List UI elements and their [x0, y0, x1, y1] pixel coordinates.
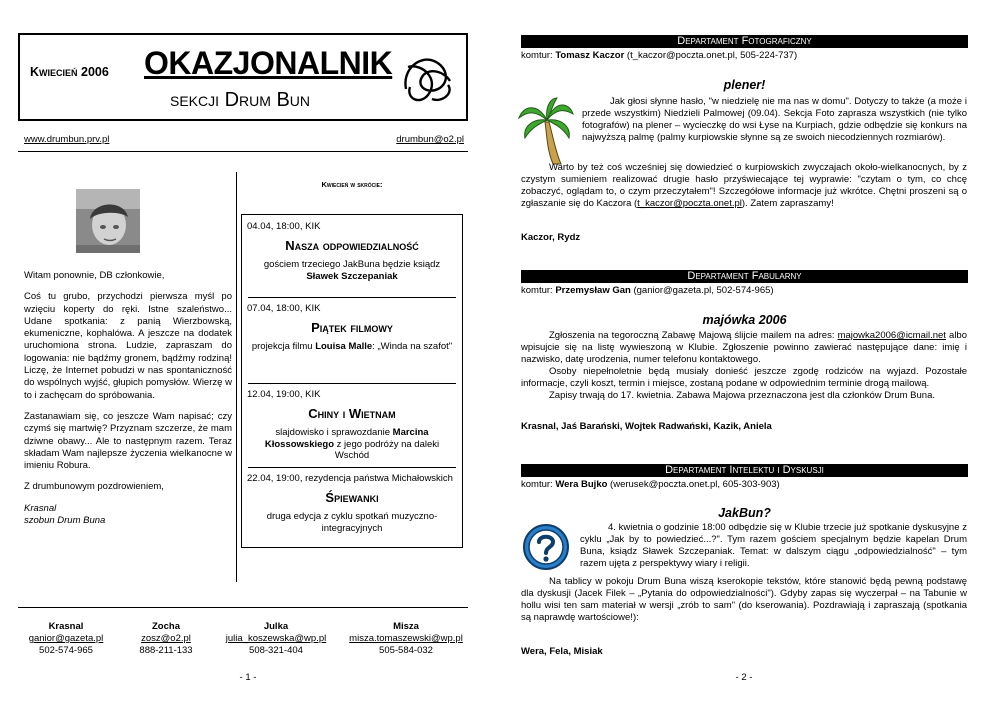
editorial-paragraph: Coś tu grubo, przychodzi pierwsza myśl po wzięciu koperty do ręki. Istne szaleństwo... Udane spotkania: z panią Wierzbowską, ekumeniczne, kophalówa. A jeszcze na dodatek uruchomiona strona. Ludzie, zapraszam do logowania: nie bądźmy gronem, bądźmy rodziną! Liczę, że Internet pobudzi w nas spontaniczność do wspólnych wyjść, głupich pomysłów. Wierzę w to i zachęcam do spróbowania.	[24, 291, 232, 401]
article-body	[521, 576, 967, 624]
contact-card	[211, 621, 341, 657]
article-paragraph: Warto by też coś wcześniej się dowiedzieć o kurpiowskich zwyczajach około-wielkanocnych, by z czystym sumieniem realizować drugie hasło przyświecające tej wyprawie: "czytam o tym, co chcę zobaczyć, oglądam to, o czym przeczytałem"! Szczegółowe informacje już wkrótce. Chętni proszeni są o zgłaszanie się do Kaczora (t_kaczor@poczta.onet.pl). Zatem zapraszamy!	[521, 162, 967, 209]
editorial-greeting: Witam ponownie, DB członkowie,	[24, 270, 165, 281]
komtur-line: komtur: Wera Bujko (werusek@poczta.onet.pl, 605-303-903)	[521, 479, 780, 490]
contact-email-link[interactable]: ganior@gazeta.pl	[28, 633, 104, 644]
article-paragraph: Jak głosi słynne hasło, "w niedzielę nie ma nas w domu". Dotyczy to także (a może i przede wszystkim) Niedzieli Palmowej (09.04). Sekcja Foto zaprasza wszystkich (nie tylko fotografów) na plener – wycieczkę do wsi Łyse na Kurpiach, gdzie odbędzie się konkurs na najwyższą palmę (palmy kurpiowskie słynne są ze swoich niecodziennych rozmiarów).	[582, 96, 967, 143]
page-number: - 2 -	[735, 672, 753, 683]
contact-phone: 505-584-032	[379, 645, 433, 656]
contact-phone: 508-321-404	[249, 645, 303, 656]
article-signature: Krasnal, Jaś Barański, Wojtek Radwański, Kazik, Aniela	[521, 421, 772, 432]
event-item	[242, 473, 462, 534]
article-body	[580, 522, 967, 570]
contact-name: Zocha	[152, 621, 180, 632]
editorial-signature-name: Krasnal	[24, 502, 57, 514]
event-name: Piątek filmowy	[311, 320, 393, 335]
article-signature: Wera, Fela, Misiak	[521, 646, 603, 657]
event-item	[242, 221, 462, 282]
event-time: 22.04, 19:00, rezydencja państwa Michałowskich	[247, 473, 453, 484]
event-name: Nasza odpowiedzialność	[285, 238, 419, 253]
question-mark-icon	[522, 523, 570, 571]
event-name: Chiny i Wietnam	[308, 406, 396, 421]
article-signature: Kaczor, Rydz	[521, 232, 581, 243]
contact-card	[331, 621, 481, 657]
schedule-heading: Kwiecień w skrócie:	[321, 180, 383, 189]
email-link[interactable]: majowka2006@icmail.net	[837, 330, 946, 341]
masthead	[18, 33, 468, 121]
event-divider	[248, 383, 456, 384]
editorial-paragraph: Zastanawiam się, co jeszcze Wam napisać; czy czymś się martwię? Przyznam szczerze, że mam dziwne obawy... Ale to następnym razem. Teraz składam Wam najlepsze życzenia wielkanocne w imieniu Robura.	[24, 410, 232, 472]
editorial	[24, 270, 232, 527]
contact-name: Misza	[393, 621, 419, 632]
event-description: druga edycja z cyklu spotkań muzyczno-integracyjnych	[266, 511, 438, 534]
event-time: 07.04, 18:00, KIK	[247, 303, 321, 314]
article-heading: plener!	[723, 78, 766, 92]
department-header: Departament Intelektu i Dyskusji	[521, 464, 968, 477]
event-item	[242, 389, 462, 462]
divider	[18, 607, 468, 608]
event-time: 04.04, 18:00, KIK	[247, 221, 321, 232]
palm-tree-icon	[517, 96, 575, 166]
article-paragraph: Zapisy trwają do 17. kwietnia. Zabawa Majowa przeznaczona jest dla członków Drum Buna.	[549, 390, 935, 401]
event-item	[242, 303, 462, 353]
article-body	[582, 96, 967, 144]
article-heading: majówka 2006	[702, 313, 787, 327]
contact-name: Julka	[263, 621, 289, 632]
article-paragraph: Osoby niepełnoletnie będą musiały donieść jeszcze zgodę rodziców na wyjazd. Pozostałe informacje, czyli koszt, termin i miejsce, zostaną podane w odpowiednim terminie drogą mailową.	[521, 366, 967, 389]
contact-email-link[interactable]: julia_koszewska@wp.pl	[225, 633, 327, 644]
komtur-line: komtur: Przemysław Gan (ganior@gazeta.pl, 502-574-965)	[521, 285, 774, 296]
event-name: Śpiewanki	[325, 490, 379, 505]
event-description: projekcja filmu Louisa Malle: „Winda na szafot"	[251, 341, 453, 352]
website-link[interactable]: www.drumbun.prv.pl	[24, 134, 110, 145]
event-time: 12.04, 19:00, KIK	[247, 389, 321, 400]
article-paragraph: Na tablicy w pokoju Drum Buna wiszą kserokopie tekstów, które stanowić będą pewną podstawę dla dyskusji (Jacek Filek – „Pytania do odpowiedzialności"). Gdyby zapas się wyczerpał – na Tabunie w hollu wisi ten sam materiał w wersji „zrób to sam" (do kserowania). Pozdrawiają i zapraszają (spotkania są naprawdę wartościowe!):	[521, 576, 967, 623]
article-body	[521, 162, 967, 210]
email-link[interactable]: t_kaczor@poczta.onet.pl	[637, 198, 742, 209]
issue-date: Kwiecień 2006	[30, 65, 109, 79]
contact-phone: 502-574-965	[39, 645, 93, 656]
department-header: Departament Fotograficzny	[521, 35, 968, 48]
contact-email-link[interactable]: misza.tomaszewski@wp.pl	[349, 633, 463, 644]
event-description: gościem trzeciego JakBuna będzie ksiądz Sławek Szczepaniak	[263, 259, 441, 282]
newsletter-title: OKAZJONALNIK	[144, 45, 393, 81]
department-header: Departament Fabularny	[521, 270, 968, 283]
article-paragraph: 4. kwietnia o godzinie 18:00 odbędzie się w Klubie trzecie już spotkanie dyskusyjne z cyklu „Jak by to powiedzieć...?". Tym razem gościem specjalnym będzie kapelan Drum Buna, ksiądz Sławek Szczepaniak. Temat: w dalszym ciągu „odpowiedzialność" – tym razem ujęta z perspektywy wiary i religii.	[580, 522, 967, 569]
editorial-signature-role: szobun Drum Buna	[24, 515, 106, 527]
knot-logo-icon	[398, 49, 458, 109]
editor-photo	[76, 189, 140, 253]
contact-phone: 888-211-133	[139, 645, 193, 656]
article-paragraph: Zgłoszenia na tegoroczną Zabawę Majową ślijcie mailem na adres: majowka2006@icmail.net albo wpisujcie się na listę wywieszoną w Klubie. Zgłoszenie powinno zawierać następujące dane: imię i nazwisko, datę urodzenia, numer telefonu kontaktowego.	[521, 330, 967, 365]
editorial-closing: Z drumbunowym pozdrowieniem,	[24, 481, 164, 493]
contact-name: Krasnal	[48, 621, 84, 632]
event-description: slajdowisko i sprawozdanie Marcina Kłossowskiego z jego podróży na daleki Wschód	[264, 427, 440, 461]
event-box	[241, 214, 463, 548]
komtur-line: komtur: Tomasz Kaczor (t_kaczor@poczta.onet.pl, 505-224-737)	[521, 50, 798, 61]
page-number: - 1 -	[239, 672, 257, 683]
newsletter-subtitle: sekcji Drum Bun	[170, 89, 311, 111]
event-divider	[248, 467, 456, 468]
contact-email-link[interactable]: zosz@o2.pl	[141, 633, 191, 644]
column-divider	[236, 172, 237, 582]
divider	[18, 151, 468, 152]
event-divider	[248, 297, 456, 298]
article-heading: JakBun?	[718, 506, 771, 520]
email-link[interactable]: drumbun@o2.pl	[396, 134, 464, 145]
article-body	[521, 330, 967, 402]
